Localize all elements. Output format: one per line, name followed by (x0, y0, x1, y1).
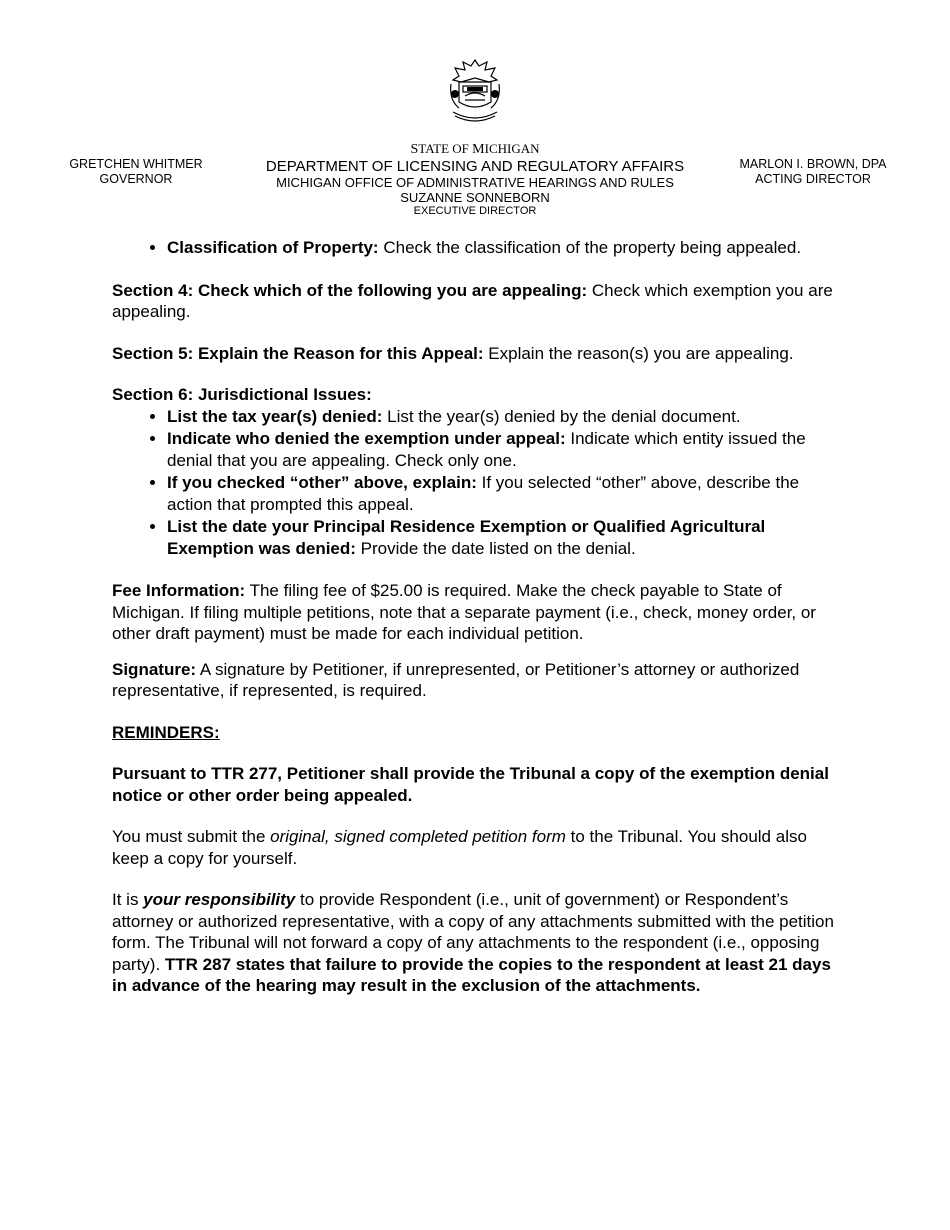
list-item: • If you checked “other” above, explain: If you selected “other” above, describe the action that prompted this appeal. (167, 472, 847, 515)
governor-name: GRETCHEN WHITMER (69, 157, 203, 171)
section-5: Section 5: Explain the Reason for this Appeal: Explain the reason(s) you are appealing. (112, 343, 794, 363)
classification-item: • Classification of Property: Check the classification of the property being appealed. (167, 237, 847, 259)
executive-director-title: EXECUTIVE DIRECTOR (413, 205, 537, 217)
department-name: DEPARTMENT OF LICENSING AND REGULATORY AFFAIRS (265, 158, 685, 175)
signature-info: Signature: A signature by Petitioner, if unrepresented, or Petitioner’s attorney or authorized representative, if represented, is required. (112, 659, 800, 700)
governor-block (62, 157, 210, 187)
reminders-heading: REMINDERS: (112, 722, 220, 742)
document-body (112, 237, 847, 997)
agency-header (240, 141, 710, 218)
list-item: • Indicate who denied the exemption under appeal: Indicate which entity issued the denial that you are appealing. Check only one. (167, 428, 847, 471)
state-seal-icon (445, 56, 505, 126)
classification-list (112, 237, 847, 259)
director-title: ACTING DIRECTOR (755, 172, 871, 186)
list-item: • List the tax year(s) denied: List the year(s) denied by the denial document. (167, 406, 847, 428)
section-4: Section 4: Check which of the following you are appealing: Check which exemption you are appealing. (112, 280, 833, 321)
fee-information: Fee Information: The filing fee of $25.00 is required. Make the check payable to State of Michigan. If filing multiple petitions, note that a separate payment (i.e., check, money order, or other draft payment) must be made for each individual petition. (112, 581, 816, 643)
section-6-list (112, 406, 847, 560)
responsibility-notice: It is your responsibility to provide Respondent (i.e., unit of government) or Respondent’s attorney or authorized representative, with a copy of any attachments submitted with the petition form. The Tribunal will not forward a copy of any attachments to the respondent (i.e., opposing party). TTR 287 states that failure to provide the copies to the respondent at least 21 days in advance of the hearing may result in the exclusion of the attachments. (112, 890, 834, 995)
director-block (731, 157, 895, 187)
submit-instructions: You must submit the original, signed completed petition form to the Tribunal. You should also keep a copy for yourself. (112, 827, 807, 868)
section-6-heading: Section 6: Jurisdictional Issues: (112, 385, 372, 404)
ttr-277-notice: Pursuant to TTR 277, Petitioner shall provide the Tribunal a copy of the exemption denial notice or other order being appealed. (112, 764, 829, 805)
state-name: STATE OF MICHIGAN (410, 141, 540, 157)
executive-director-name: SUZANNE SONNEBORN (400, 190, 550, 205)
director-name: MARLON I. BROWN, DPA (739, 157, 887, 171)
office-name: MICHIGAN OFFICE OF ADMINISTRATIVE HEARINGS AND RULES (276, 175, 674, 190)
list-item: • List the date your Principal Residence Exemption or Qualified Agricultural Exemption was denied: Provide the date listed on the denial. (167, 516, 847, 559)
governor-title: GOVERNOR (99, 172, 173, 186)
